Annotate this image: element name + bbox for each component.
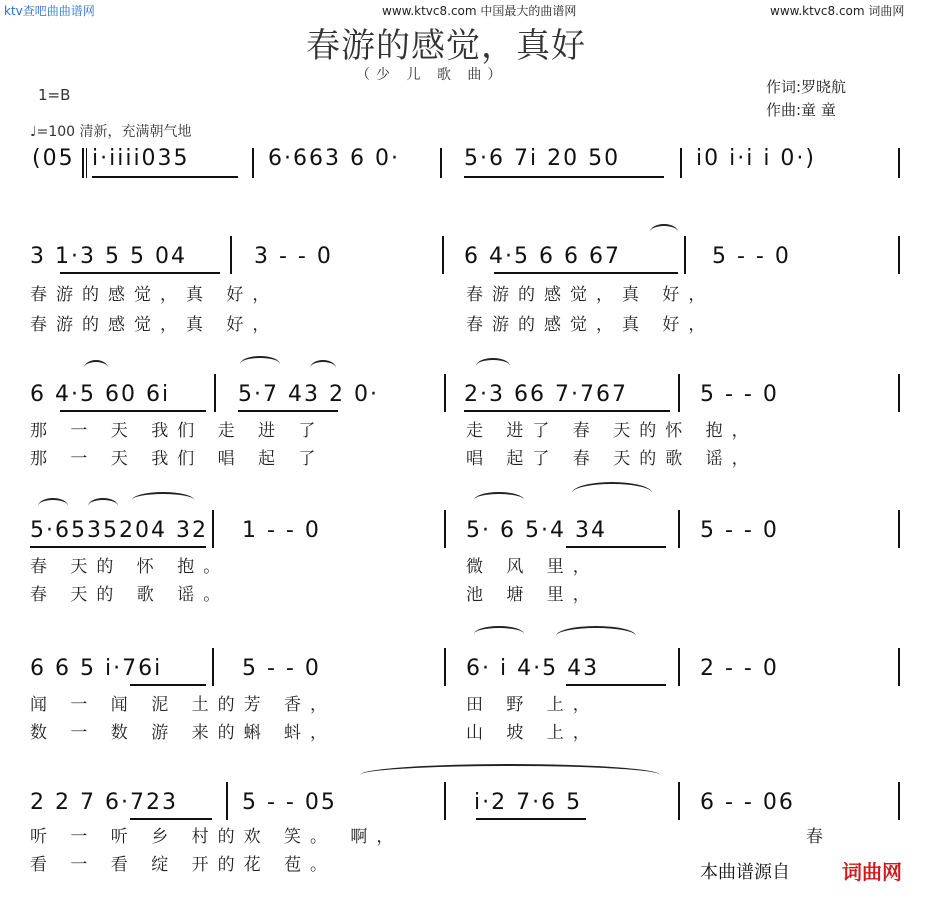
beam-underline [464,410,670,412]
measure: 6 4·5 60 6i [30,382,171,407]
lyric-line: 走 进了 春 天的怀 抱， [466,421,758,441]
watermark-center: www.ktvc8.com 中国最大的曲谱网 [382,4,577,18]
repeat-barline [82,148,84,178]
slur [88,498,118,514]
barline [440,148,442,178]
barline [226,782,228,820]
barline [898,510,900,548]
barline [444,782,446,820]
lyric-line: 闻 一 闻 泥 土的芳 香， [30,695,337,715]
lyric-line: 那 一 天 我们 走 进 了 [30,421,325,441]
barline [684,236,686,274]
measure: 3 - - 0 [254,244,333,269]
watermark-right: www.ktvc8.com 词曲网 [770,4,905,18]
slur [240,356,280,372]
key-signature: 1=B [38,86,71,104]
barline [898,374,900,412]
score-row [0,382,931,502]
slur [360,764,660,786]
barline [678,374,680,412]
slur [556,626,636,646]
beam-underline [92,176,238,178]
measure: i0 i·i i 0·) [696,146,816,171]
beam-underline [464,176,664,178]
lyric-line: 春 [806,827,832,847]
song-title: 春游的感觉，真好 [306,26,586,66]
barline [898,148,900,178]
barline [214,374,216,412]
measure: 2 - - 0 [700,656,779,681]
score-row [0,790,931,910]
barline [444,374,446,412]
beam-underline [30,546,206,548]
barline [898,648,900,686]
beam-underline [238,410,338,412]
lyricist-credit: 作词:罗晓航 [766,78,847,96]
measure: 5·6535204 32 [30,518,208,543]
measure: 5· 6 5·4 34 [466,518,607,543]
measure: 6 4·5 6 6 67 [464,244,621,269]
beam-underline [566,684,666,686]
footer-source-label: 本曲谱源自 [700,862,790,883]
measure: 5·7 43 2 0· [238,382,379,407]
measure: 5·6 7i 20 50 [464,146,621,171]
composer-credit: 作曲:童 童 [766,101,836,119]
lyric-line: 春 天的 歌 谣。 [30,585,230,605]
lyric-line: 唱 起了 春 天的歌 谣， [466,449,758,469]
measure: 6·663 6 0· [268,146,400,171]
measure: (05 [32,146,75,171]
slur [38,498,68,514]
slur [474,492,524,508]
song-subtitle: （少 儿 歌 曲） [356,67,508,83]
measure: i·2 7·6 5 [474,790,583,815]
barline [898,236,900,274]
slur [132,492,194,508]
beam-underline [130,684,206,686]
beam-underline [494,272,678,274]
lyric-line: 数 一 数 游 来的蝌 蚪， [30,723,337,743]
beam-underline [60,410,206,412]
measure: 5 - - 0 [700,518,779,543]
lyric-line: 微 风 里， [466,557,599,577]
barline [212,648,214,686]
measure: 2·3 66 7·767 [464,382,628,407]
barline [444,648,446,686]
measure: 6· i 4·5 43 [466,656,600,681]
barline [678,648,680,686]
barline [230,236,232,274]
barline [898,782,900,820]
measure: 3 1·3 5 5 04 [30,244,187,269]
slur [476,358,510,374]
lyric-line: 春游的感觉，真 好， [466,315,715,335]
measure: i·iiii035 [92,146,190,171]
lyric-line: 山 坡 上， [466,723,599,743]
measure: 5 - - 0 [712,244,791,269]
score-row [0,244,931,364]
barline [252,148,254,178]
barline [442,236,444,274]
lyric-line: 春游的感觉，真 好， [30,285,279,305]
barline [678,510,680,548]
lyric-line: 春 天的 怀 抱。 [30,557,230,577]
lyric-line: 春游的感觉，真 好， [30,315,279,335]
measure: 5 - - 0 [700,382,779,407]
repeat-barline [86,148,87,178]
footer-site-name: 词曲网 [842,860,902,884]
lyric-line: 看 一 看 绽 开的花 苞。 [30,855,337,875]
barline [680,148,682,178]
beam-underline [60,272,220,274]
measure: 6 6 5 i·76i [30,656,163,681]
lyric-line: 田 野 上， [466,695,599,715]
score-row [0,518,931,638]
beam-underline [566,546,666,548]
slur [650,224,678,240]
score-row [0,656,931,776]
measure: 1 - - 0 [242,518,321,543]
watermark-left: ktv查吧曲曲谱网 [4,4,95,18]
barline [678,782,680,820]
barline [212,510,214,548]
slur [310,360,336,376]
slur [84,360,108,376]
lyric-line: 春游的感觉，真 好， [466,285,715,305]
lyric-line: 听 一 听 乡 村的欢 笑。 啊， [30,827,403,847]
barline [444,510,446,548]
measure: 2 2 7 6·723 [30,790,178,815]
beam-underline [130,818,212,820]
measure: 5 - - 05 [242,790,337,815]
measure: 6 - - 06 [700,790,795,815]
slur [474,626,524,642]
lyric-line: 那 一 天 我们 唱 起 了 [30,449,325,469]
measure: 5 - - 0 [242,656,321,681]
beam-underline [476,818,586,820]
tempo-marking: ♩=100 清新，充满朝气地 [30,124,192,140]
lyric-line: 池 塘 里， [466,585,599,605]
slur [572,482,652,504]
